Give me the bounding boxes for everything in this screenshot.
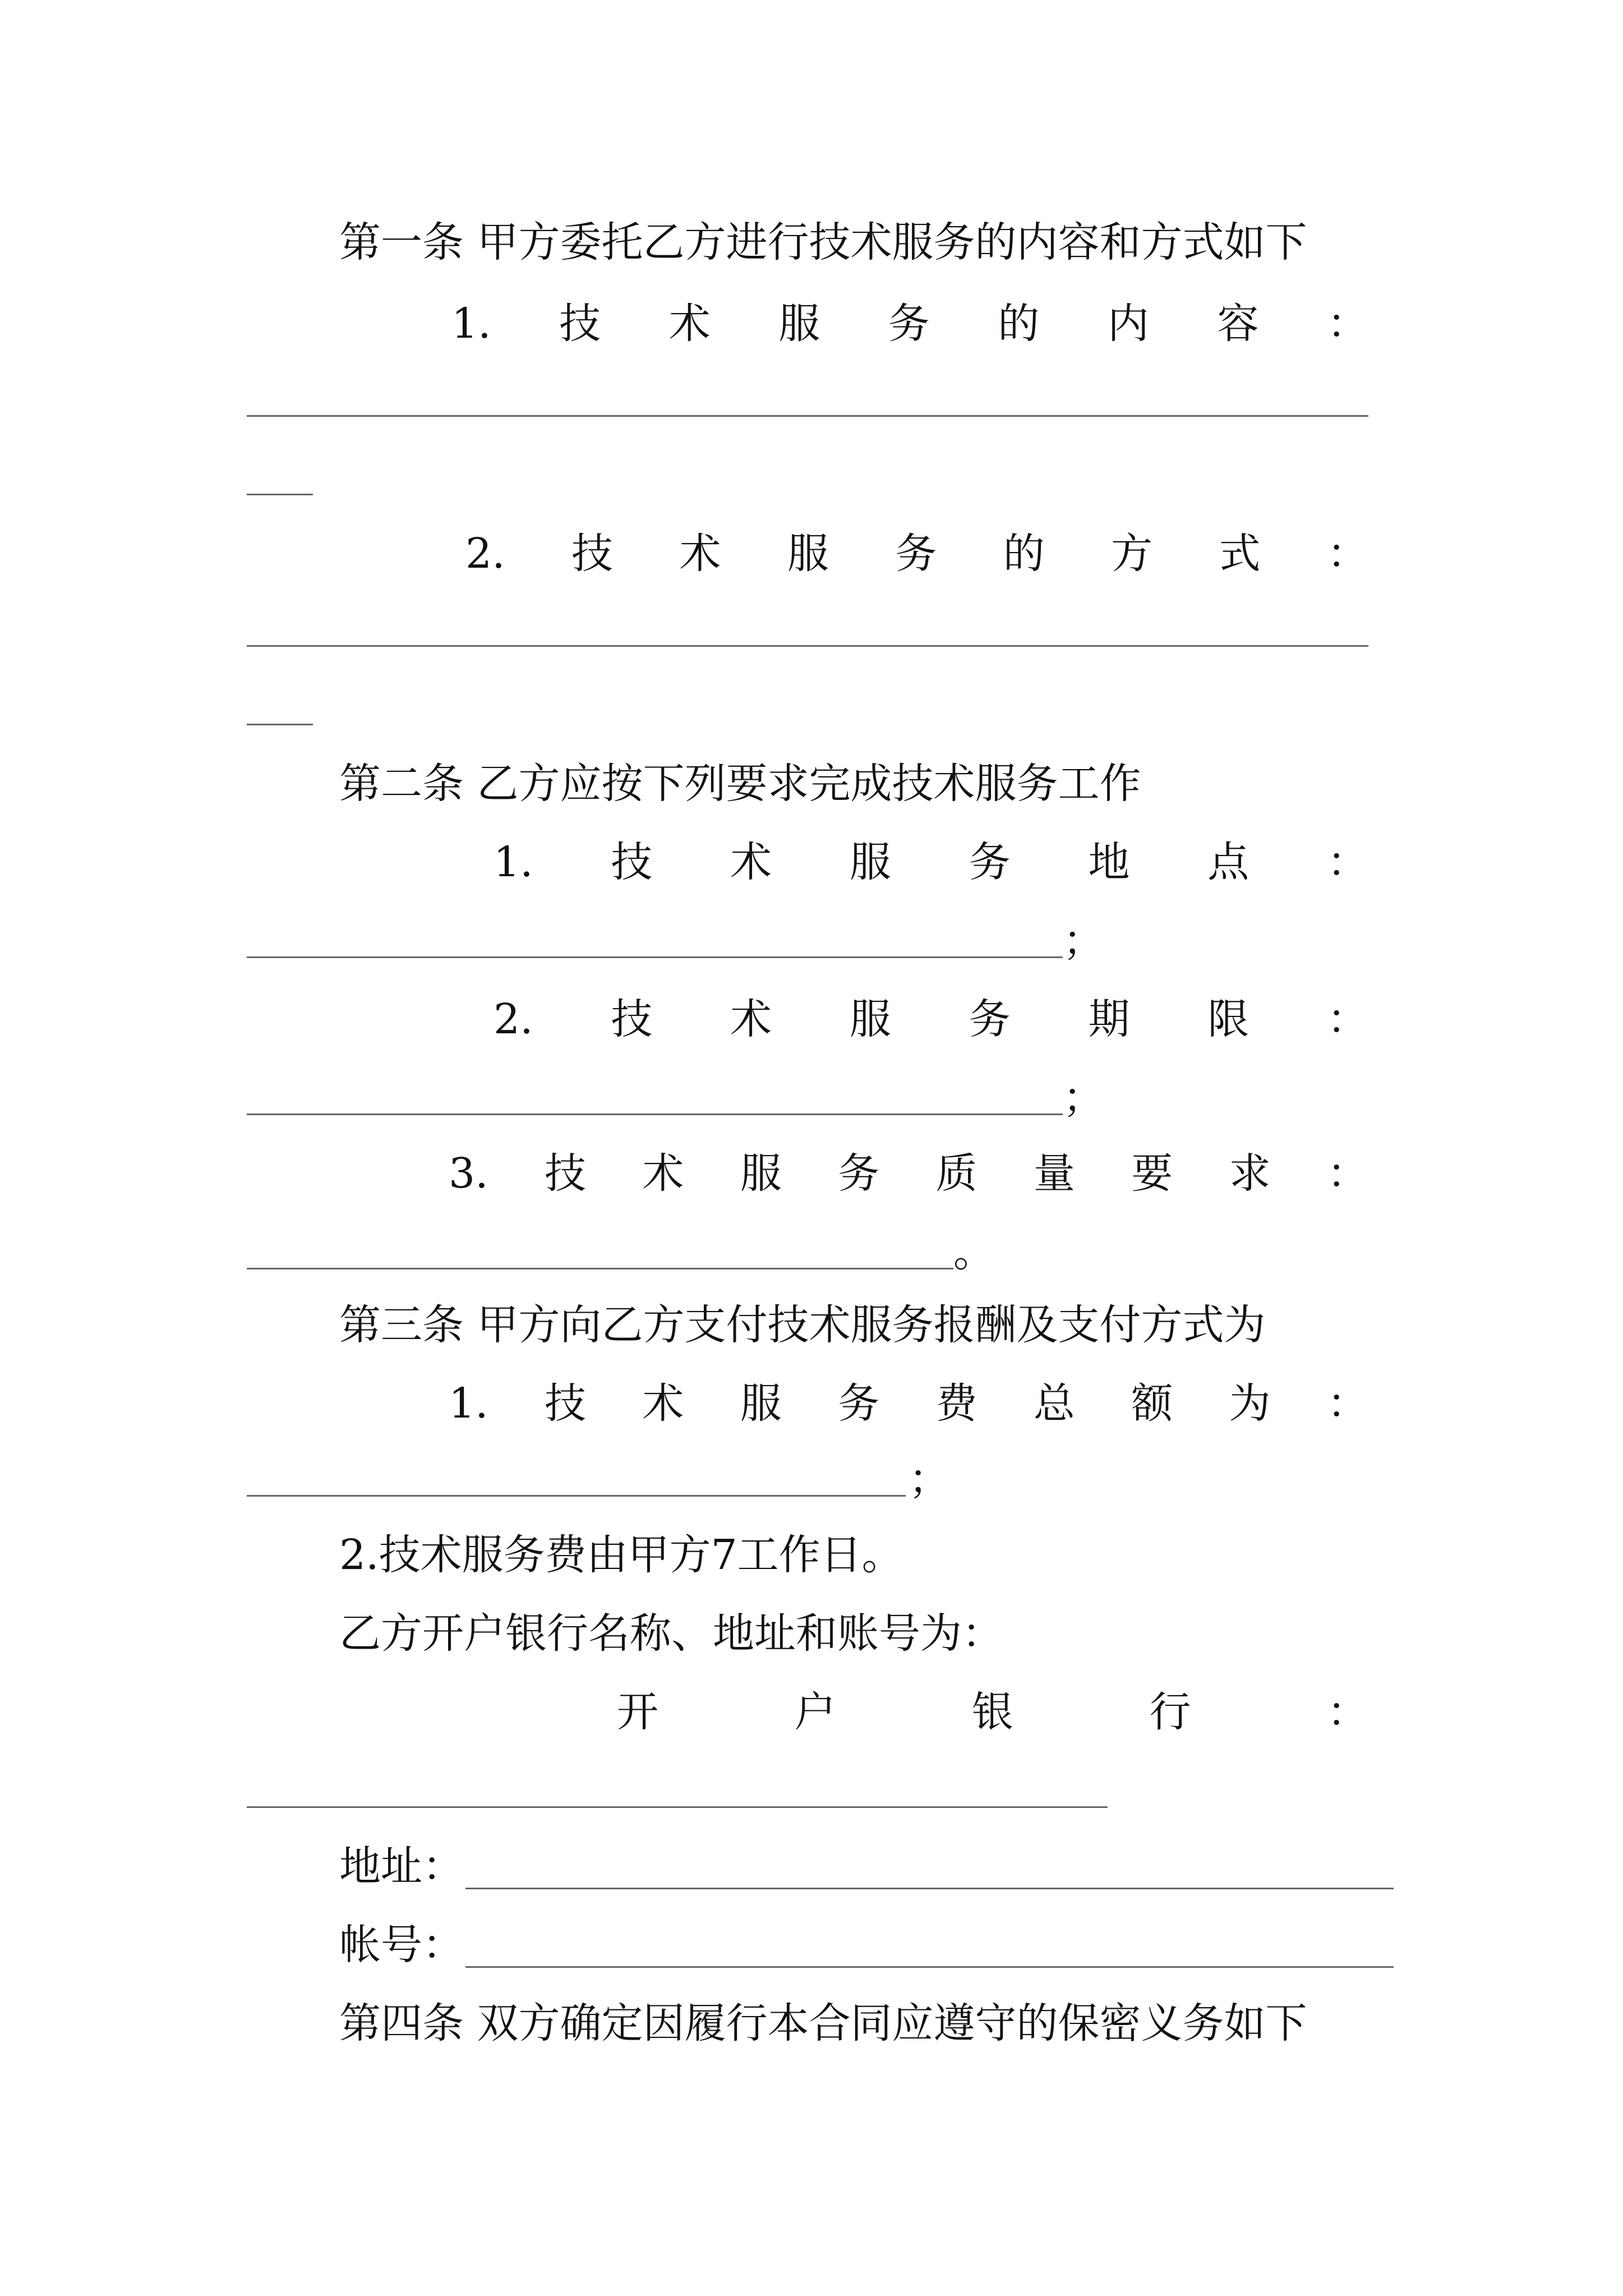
item-char: 求: [1229, 1149, 1271, 1198]
item-char: 要: [1131, 1149, 1173, 1198]
item-char: 技: [571, 530, 614, 578]
article-1-item-1: [451, 300, 1368, 348]
blank-line[interactable]: [247, 415, 1368, 417]
bank-info-intro: 乙方开户银行名称、地址和账号为：: [339, 1609, 1003, 1658]
item-char: 务: [969, 838, 1011, 886]
blank-line[interactable]: [247, 1268, 953, 1269]
item-number: 1.: [449, 1379, 488, 1428]
item-char: 技: [611, 838, 653, 886]
item-colon: ：: [1326, 1149, 1368, 1198]
item-char: 术: [730, 838, 772, 886]
blank-line[interactable]: [247, 1114, 1063, 1115]
article-4-heading: 第四条 双方确定因履行本合同应遵守的保密义务如下: [339, 1999, 1307, 2047]
account-label: 帐号：: [339, 1921, 464, 1969]
item-number: 3.: [449, 1149, 488, 1198]
item-char: 技: [559, 300, 601, 348]
label-char: 开: [617, 1688, 658, 1736]
article-3-item-2: 2.技术服务费由甲方7工作日。: [339, 1531, 903, 1579]
item-char: 费: [935, 1379, 978, 1428]
blank-line[interactable]: [247, 494, 313, 495]
item-char: 地: [1088, 838, 1130, 886]
address-label: 地址：: [339, 1842, 464, 1890]
item-char: 质: [935, 1149, 978, 1198]
item-colon: ：: [1326, 1379, 1368, 1428]
item-char: 服: [787, 530, 829, 578]
label-char: 银: [972, 1688, 1013, 1736]
item-char: 的: [998, 300, 1040, 348]
item-char: 务: [888, 300, 930, 348]
item-char: 服: [849, 838, 891, 886]
article-1-item-2: [465, 530, 1368, 578]
line-end-period: 。: [953, 1228, 995, 1276]
item-char: 量: [1033, 1149, 1075, 1198]
bank-name-field[interactable]: [247, 1806, 1108, 1808]
item-char: 服: [778, 300, 820, 348]
line-end-semicolon: ；: [1063, 917, 1104, 965]
account-field[interactable]: [465, 1966, 1394, 1968]
item-char: 容: [1217, 300, 1259, 348]
item-char: 术: [642, 1379, 684, 1428]
item-char: 总: [1033, 1379, 1075, 1428]
item-char: 服: [740, 1379, 782, 1428]
item-char: 务: [838, 1149, 880, 1198]
item-char: 技: [544, 1379, 586, 1428]
item-char: 技: [611, 995, 653, 1043]
item-char: 期: [1088, 995, 1130, 1043]
line-end-semicolon: ；: [909, 1455, 950, 1503]
item-char: 为: [1229, 1379, 1271, 1428]
item-colon: ：: [1326, 300, 1368, 348]
label-colon: ：: [1327, 1688, 1368, 1736]
line-end-semicolon: ；: [1063, 1074, 1104, 1122]
bank-name-label: [617, 1688, 1368, 1736]
label-char: 行: [1149, 1688, 1191, 1736]
item-char: 服: [849, 995, 891, 1043]
article-2-heading: 第二条 乙方应按下列要求完成技术服务工作: [339, 760, 1141, 808]
item-char: 方: [1111, 530, 1153, 578]
item-char: 式: [1219, 530, 1261, 578]
item-char: 务: [969, 995, 1011, 1043]
item-char: 务: [895, 530, 937, 578]
article-2-item-1: [494, 838, 1368, 886]
article-2-item-2: [494, 995, 1368, 1043]
item-colon: ：: [1326, 838, 1368, 886]
label-char: 户: [794, 1688, 836, 1736]
item-number: 1.: [494, 838, 533, 886]
article-3-item-1: [449, 1379, 1368, 1428]
item-char: 服: [740, 1149, 782, 1198]
item-char: 的: [1003, 530, 1045, 578]
item-char: 技: [544, 1149, 586, 1198]
item-char: 术: [730, 995, 772, 1043]
article-1-heading: 第一条 甲方委托乙方进行技术服务的内容和方式如下: [339, 218, 1307, 266]
item-colon: ：: [1326, 530, 1368, 578]
address-field[interactable]: [465, 1888, 1394, 1889]
item-number: 2.: [465, 530, 505, 578]
item-char: 内: [1107, 300, 1149, 348]
item-char: 术: [679, 530, 721, 578]
item-char: 限: [1207, 995, 1249, 1043]
item-char: 术: [668, 300, 711, 348]
blank-line[interactable]: [247, 724, 313, 725]
item-char: 术: [642, 1149, 684, 1198]
item-number: 1.: [451, 300, 491, 348]
item-char: 务: [838, 1379, 880, 1428]
blank-line[interactable]: [247, 956, 1063, 958]
item-colon: ：: [1326, 995, 1368, 1043]
item-char: 点: [1207, 838, 1249, 886]
blank-line[interactable]: [247, 645, 1368, 647]
article-2-item-3: [449, 1149, 1368, 1198]
item-number: 2.: [494, 995, 533, 1043]
blank-line[interactable]: [247, 1495, 906, 1497]
article-3-heading: 第三条 甲方向乙方支付技术服务报酬及支付方式为: [339, 1301, 1266, 1349]
item-char: 额: [1131, 1379, 1173, 1428]
